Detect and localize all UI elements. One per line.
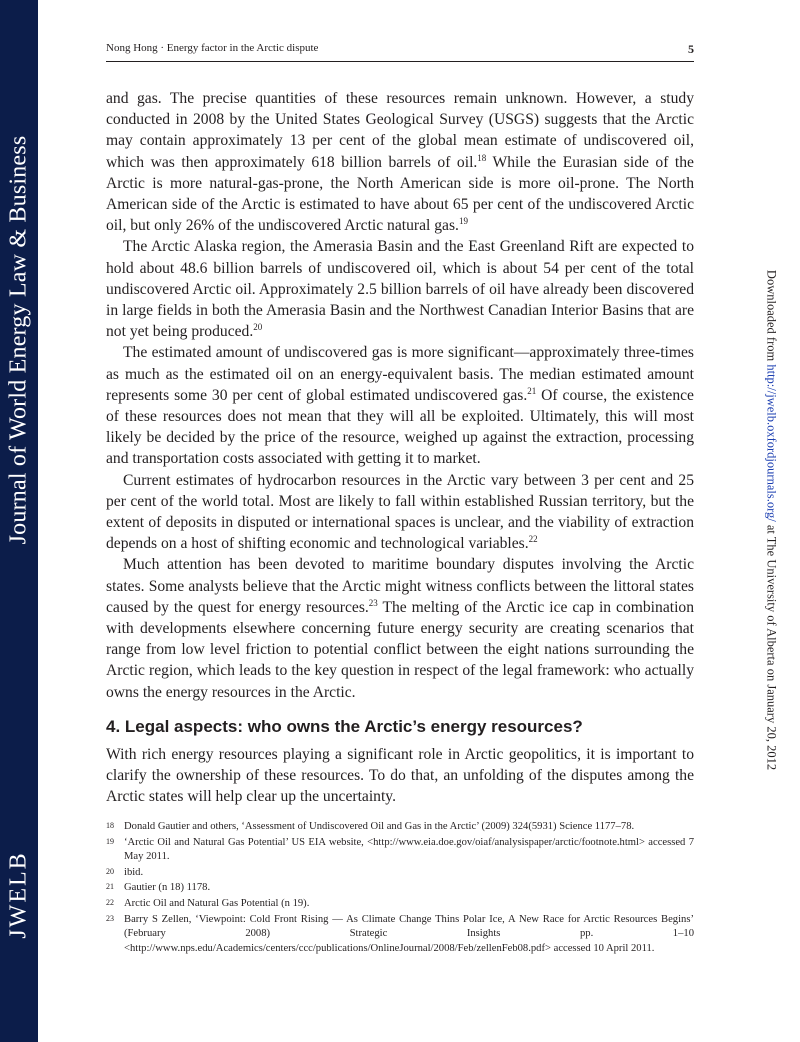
footnote-text: Barry S Zellen, ‘Viewpoint: Cold Front Rising — As Climate Change Thins Polar Ice, A New Race for Arctic Resources Begins’ (February 2008) Strategic Insights pp. 1–10 <http://www.nps.edu/Academics/centers/ccc/publications/OnlineJournal/2008/Feb/zellenFeb08.pdf> accessed 10 April 2011. [124,913,694,954]
footnote-number: 21 [106,882,114,892]
footnote [106,836,694,865]
footnote-text: Arctic Oil and Natural Gas Potential (n 19). [124,897,310,909]
running-head-text: Nong Hong · Energy factor in the Arctic dispute [106,42,319,54]
running-head [106,42,694,54]
journal-abbreviation: JWELB [5,851,32,939]
download-prefix: Downloaded from [764,269,779,365]
footnote-reference[interactable]: 19 [458,216,468,227]
footnotes [106,820,694,957]
footnote-text: Donald Gautier and others, ‘Assessment of Undiscovered Oil and Gas in the Arctic’ (2009) 324(5931) Science 1177–78. [124,821,635,832]
footnote-reference[interactable]: 23 [368,597,378,608]
paragraph-text: Of course, the existence of these resources does not mean that they will all be exploited. Ultimately, this will most likely be decided by the price of the resource, weighed up against the extraction, processing and transportation costs associated with getting it to market. [106,386,694,468]
footnote-reference[interactable]: 20 [253,322,263,333]
footnote [106,820,694,835]
paragraph-text: While the Eurasian side of the Arctic is more natural-gas-prone, the North American side is more oil-prone. The North American side of the Arctic is estimated to have about 65 per cent of the undiscovered Arctic oil, but only 26% of the undiscovered Arctic natural gas. [106,153,694,235]
footnote-number: 20 [106,866,114,876]
paragraph-text: The Arctic Alaska region, the Amerasia Basin and the East Greenland Rift are expected to hold about 48.6 billion barrels of undiscovered oil, which is about 54 per cent of the total undiscovered Arctic oil. Approximately 2.5 billion barrels of oil have already been discovered in large fields in both the Amerasia Basin and the Northwest Canadian Interior Basins that are not yet being produced. [106,238,694,341]
page-number: 5 [688,42,694,56]
footnote-number: 23 [106,913,114,923]
paragraph-text: and gas. The precise quantities of these resources remain unknown. However, a study conducted in 2008 by the United States Geological Survey (USGS) suggests that the Arctic may contain approximately 13 per cent of the global mean estimate of undiscovered oil, which was then approximately 618 billion barrels of oil. [106,90,694,171]
body-paragraph [106,236,694,342]
footnote-text: ibid. [124,866,144,878]
footnote-text: Gautier (n 18) 1178. [124,882,211,894]
paragraph-text: Much attention has been devoted to maritime boundary disputes involving the Arctic states. Some analysts believe that the Arctic might witness conflicts between the littoral states caused by the quest for energy resources. [106,556,694,616]
footnote [106,881,694,896]
journal-title: Journal of World Energy Law & Business [5,135,32,545]
paragraph-text: The melting of the Arctic ice cap in combination with developments elsewhere concerning future energy security are creating scenarios that range from low level friction to potential conflict between the eight nations surrounding the Arctic region, which leads to the key question in respect of the legal framework: who actually owns the energy resources in the Arctic. [106,598,694,701]
footnote-number: 19 [106,836,114,846]
body-paragraph [106,342,694,469]
section-body [106,744,694,808]
footnote [106,897,694,912]
footnote-reference[interactable]: 21 [527,385,537,396]
download-link[interactable]: http://jwelb.oxfordjournals.org/ [764,364,779,522]
download-note [764,270,779,770]
footnote-reference[interactable]: 18 [477,152,487,163]
paragraph-text: Current estimates of hydrocarbon resources in the Arctic vary between 3 per cent and 25 per cent of the world total. Most are likely to fall within established Russian territory, but the extent of deposits in disputed or international spaces is unclear, and the viability of extraction depends on a host of shifting economic and technological variables. [106,471,694,553]
download-suffix: at The University of Alberta on January 20, 2012 [764,521,779,771]
footnote-number: 18 [106,821,114,830]
body-paragraph [106,470,694,555]
journal-sidebar [0,0,38,1042]
paragraph-text: The estimated amount of undiscovered gas is more significant—approximately three-times as much as the estimated oil on an energy-equivalent basis. The median estimated amount represents some 30 per cent of global estimated undiscovered gas. [106,344,694,404]
section-paragraph: With rich energy resources playing a significant role in Arctic geopolitics, it is important to clarify the ownership of these resources. To do that, an unfolding of the disputes among the Arctic states will help clear up the uncertainty. [106,746,694,806]
footnote [106,913,694,957]
footnote-text: ‘Arctic Oil and Natural Gas Potential’ US EIA website, <http://www.eia.doe.gov/oiaf/analysispaper/arctic/footnote.html> accessed 7 May 2011. [124,836,694,863]
section-heading: 4. Legal aspects: who owns the Arctic’s energy resources? [106,717,583,736]
header-rule [106,61,694,62]
footnote-reference[interactable]: 22 [528,534,538,545]
body-text [106,88,694,703]
footnote [106,866,694,881]
footnote-number: 22 [106,897,114,907]
body-paragraph [106,88,694,236]
body-paragraph [106,554,694,702]
